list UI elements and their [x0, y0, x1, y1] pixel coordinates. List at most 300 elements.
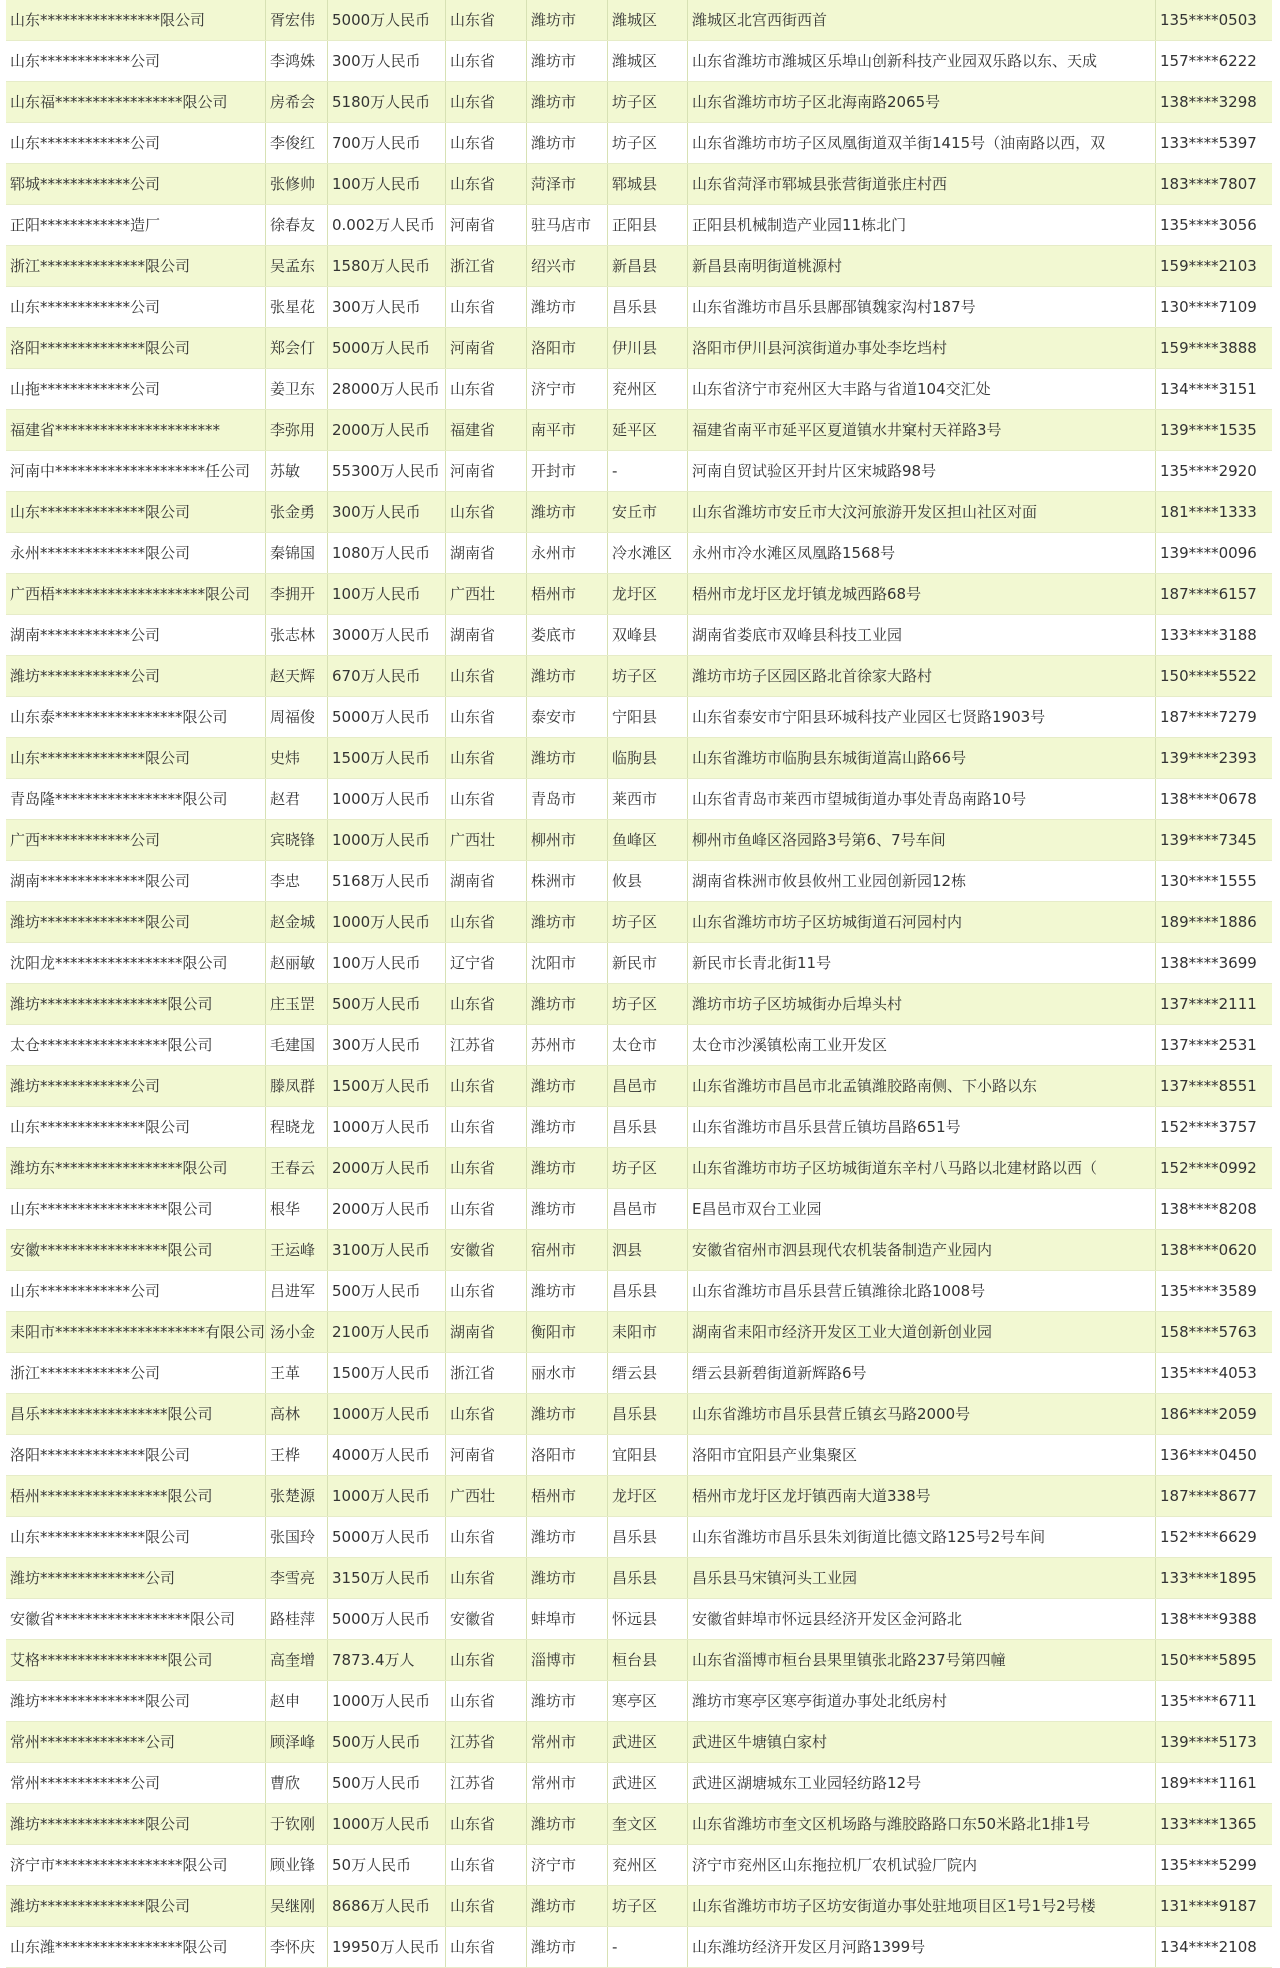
registered-capital-cell: 300万人民币 [328, 287, 446, 327]
legal-person-cell: 吴孟东 [266, 246, 328, 286]
city-cell: 南平市 [527, 410, 608, 450]
registered-capital-cell: 5000万人民币 [328, 1517, 446, 1557]
table-row[interactable] [6, 246, 1272, 287]
company-name-cell: 沈阳龙*****************限公司 [6, 943, 266, 983]
company-name-cell: 潍坊************公司 [6, 1066, 266, 1106]
province-cell: 山东省 [446, 1148, 527, 1188]
table-row[interactable] [6, 1845, 1272, 1886]
district-cell: 奎文区 [608, 1804, 688, 1844]
phone-cell: 137****8551 [1160, 1077, 1257, 1095]
address-cell: 山东省潍坊市坊子区坊安街道办事处驻地项目区1号1号2号楼 [688, 1886, 1156, 1926]
table-row[interactable] [6, 1681, 1272, 1722]
registered-capital-cell: 55300万人民币 [328, 451, 446, 491]
registered-capital-cell: 5000万人民币 [328, 0, 446, 40]
table-row[interactable] [6, 1025, 1272, 1066]
table-row[interactable] [6, 1599, 1272, 1640]
district-cell: 莱西市 [608, 779, 688, 819]
address-cell: 永州市冷水滩区凤凰路1568号 [688, 533, 1156, 573]
table-row[interactable] [6, 943, 1272, 984]
registered-capital-cell: 5180万人民币 [328, 82, 446, 122]
company-name-cell: 潍坊**************限公司 [6, 902, 266, 942]
district-cell: 昌乐县 [608, 1517, 688, 1557]
company-name-cell: 山东泰*****************限公司 [6, 697, 266, 737]
phone-cell: 133****1895 [1160, 1569, 1257, 1587]
address-cell: 正阳县机械制造产业园11栋北门 [688, 205, 1156, 245]
district-cell: 坊子区 [608, 1886, 688, 1926]
district-cell: 伊川县 [608, 328, 688, 368]
table-row[interactable] [6, 1927, 1272, 1968]
legal-person-cell: 高林 [266, 1394, 328, 1434]
city-cell: 潍坊市 [527, 1148, 608, 1188]
phone-cell: 187****6157 [1160, 585, 1257, 603]
address-cell: 洛阳市宜阳县产业集聚区 [688, 1435, 1156, 1475]
legal-person-cell: 路桂萍 [266, 1599, 328, 1639]
legal-person-cell: 滕凤群 [266, 1066, 328, 1106]
city-cell: 淄博市 [527, 1640, 608, 1680]
city-cell: 潍坊市 [527, 1517, 608, 1557]
table-row[interactable] [6, 533, 1272, 574]
table-row[interactable] [6, 41, 1272, 82]
registered-capital-cell: 1000万人民币 [328, 1476, 446, 1516]
district-cell: 龙圩区 [608, 574, 688, 614]
registered-capital-cell: 100万人民币 [328, 164, 446, 204]
table-row[interactable] [6, 779, 1272, 820]
phone-cell: 130****1555 [1160, 872, 1257, 890]
company-name-cell: 安徽*****************限公司 [6, 1230, 266, 1270]
address-cell: 新昌县南明街道桃源村 [688, 246, 1156, 286]
province-cell: 山东省 [446, 123, 527, 163]
company-name-cell: 山东潍*****************限公司 [6, 1927, 266, 1967]
registered-capital-cell: 2000万人民币 [328, 410, 446, 450]
city-cell: 潍坊市 [527, 82, 608, 122]
table-row[interactable] [6, 1394, 1272, 1435]
registered-capital-cell: 1000万人民币 [328, 1681, 446, 1721]
company-table [6, 0, 1272, 1968]
table-row[interactable] [6, 1476, 1272, 1517]
province-cell: 辽宁省 [446, 943, 527, 983]
table-row[interactable] [6, 451, 1272, 492]
table-row[interactable] [6, 1353, 1272, 1394]
phone-cell: 136****0450 [1160, 1446, 1257, 1464]
address-cell: 武进区湖塘城东工业园轻纺路12号 [688, 1763, 1156, 1803]
city-cell: 柳州市 [527, 820, 608, 860]
registered-capital-cell: 3000万人民币 [328, 615, 446, 655]
address-cell: 昌乐县马宋镇河头工业园 [688, 1558, 1156, 1598]
address-cell: 山东省潍坊市临朐县东城街道嵩山路66号 [688, 738, 1156, 778]
address-cell: 山东省潍坊市昌乐县营丘镇玄马路2000号 [688, 1394, 1156, 1434]
district-cell: 寒亭区 [608, 1681, 688, 1721]
legal-person-cell: 王春云 [266, 1148, 328, 1188]
company-name-cell: 山东************公司 [6, 1271, 266, 1311]
city-cell: 潍坊市 [527, 738, 608, 778]
table-row[interactable] [6, 1558, 1272, 1599]
legal-person-cell: 张修帅 [266, 164, 328, 204]
province-cell: 山东省 [446, 1640, 527, 1680]
table-row[interactable] [6, 1312, 1272, 1353]
province-cell: 山东省 [446, 1517, 527, 1557]
city-cell: 洛阳市 [527, 1435, 608, 1475]
province-cell: 湖南省 [446, 861, 527, 901]
district-cell: 新民市 [608, 943, 688, 983]
address-cell: 太仓市沙溪镇松南工业开发区 [688, 1025, 1156, 1065]
district-cell: 宁阳县 [608, 697, 688, 737]
address-cell: 梧州市龙圩区龙圩镇龙城西路68号 [688, 574, 1156, 614]
province-cell: 山东省 [446, 1189, 527, 1229]
address-cell: 潍城区北宫西街西首 [688, 0, 1156, 40]
registered-capital-cell: 1000万人民币 [328, 779, 446, 819]
province-cell: 湖南省 [446, 533, 527, 573]
province-cell: 山东省 [446, 779, 527, 819]
phone-cell: 139****2393 [1160, 749, 1257, 767]
province-cell: 山东省 [446, 1845, 527, 1885]
city-cell: 娄底市 [527, 615, 608, 655]
address-cell: 山东省潍坊市昌乐县鄌郚镇魏家沟村187号 [688, 287, 1156, 327]
table-row[interactable] [6, 1804, 1272, 1845]
address-cell: 潍坊市寒亭区寒亭街道办事处北纸房村 [688, 1681, 1156, 1721]
table-row[interactable] [6, 861, 1272, 902]
phone-cell: 139****0096 [1160, 544, 1257, 562]
phone-cell: 186****2059 [1160, 1405, 1257, 1423]
province-cell: 山东省 [446, 738, 527, 778]
company-name-cell: 广西************公司 [6, 820, 266, 860]
legal-person-cell: 李鸿姝 [266, 41, 328, 81]
legal-person-cell: 程晓龙 [266, 1107, 328, 1147]
district-cell: 坊子区 [608, 123, 688, 163]
province-cell: 福建省 [446, 410, 527, 450]
province-cell: 广西壮 [446, 1476, 527, 1516]
company-name-cell: 潍坊**************限公司 [6, 1681, 266, 1721]
registered-capital-cell: 3150万人民币 [328, 1558, 446, 1598]
city-cell: 济宁市 [527, 369, 608, 409]
table-row[interactable] [6, 1230, 1272, 1271]
table-row[interactable] [6, 1517, 1272, 1558]
district-cell: - [608, 1927, 688, 1967]
registered-capital-cell: 300万人民币 [328, 492, 446, 532]
province-cell: 江苏省 [446, 1763, 527, 1803]
company-name-cell: 山拖************公司 [6, 369, 266, 409]
phone-cell: 138****8208 [1160, 1200, 1257, 1218]
table-row[interactable] [6, 1640, 1272, 1681]
legal-person-cell: 王桦 [266, 1435, 328, 1475]
table-row[interactable] [6, 738, 1272, 779]
registered-capital-cell: 8686万人民币 [328, 1886, 446, 1926]
city-cell: 潍坊市 [527, 1107, 608, 1147]
district-cell: 延平区 [608, 410, 688, 450]
table-row[interactable] [6, 410, 1272, 451]
district-cell: 耒阳市 [608, 1312, 688, 1352]
legal-person-cell: 史炜 [266, 738, 328, 778]
province-cell: 山东省 [446, 0, 527, 40]
table-row[interactable] [6, 820, 1272, 861]
legal-person-cell: 高奎增 [266, 1640, 328, 1680]
table-row[interactable] [6, 1107, 1272, 1148]
table-row[interactable] [6, 369, 1272, 410]
company-name-cell: 潍坊*****************限公司 [6, 984, 266, 1024]
province-cell: 山东省 [446, 1558, 527, 1598]
company-name-cell: 山东************公司 [6, 123, 266, 163]
table-row[interactable] [6, 205, 1272, 246]
registered-capital-cell: 1500万人民币 [328, 738, 446, 778]
city-cell: 潍坊市 [527, 0, 608, 40]
province-cell: 山东省 [446, 287, 527, 327]
registered-capital-cell: 670万人民币 [328, 656, 446, 696]
district-cell: 泗县 [608, 1230, 688, 1270]
city-cell: 潍坊市 [527, 492, 608, 532]
company-name-cell: 山东**************限公司 [6, 492, 266, 532]
company-name-cell: 山东**************限公司 [6, 1107, 266, 1147]
company-name-cell: 潍坊************公司 [6, 656, 266, 696]
province-cell: 山东省 [446, 902, 527, 942]
phone-cell: 183****7807 [1160, 175, 1257, 193]
legal-person-cell: 赵申 [266, 1681, 328, 1721]
phone-cell: 187****7279 [1160, 708, 1257, 726]
company-name-cell: 广西梧********************限公司 [6, 574, 266, 614]
phone-cell: 159****2103 [1160, 257, 1257, 275]
address-cell: 山东省潍坊市昌乐县营丘镇坊昌路651号 [688, 1107, 1156, 1147]
legal-person-cell: 吴继刚 [266, 1886, 328, 1926]
table-row[interactable] [6, 1886, 1272, 1927]
company-name-cell: 潍坊**************公司 [6, 1558, 266, 1598]
registered-capital-cell: 1000万人民币 [328, 1394, 446, 1434]
registered-capital-cell: 1000万人民币 [328, 820, 446, 860]
company-name-cell: 永州**************限公司 [6, 533, 266, 573]
address-cell: 安徽省宿州市泗县现代农机装备制造产业园内 [688, 1230, 1156, 1270]
table-row[interactable] [6, 697, 1272, 738]
company-name-cell: 潍坊**************限公司 [6, 1804, 266, 1844]
address-cell: 柳州市鱼峰区洛园路3号第6、7号车间 [688, 820, 1156, 860]
table-row[interactable] [6, 984, 1272, 1025]
company-name-cell: 洛阳**************限公司 [6, 1435, 266, 1475]
legal-person-cell: 根华 [266, 1189, 328, 1229]
table-row[interactable] [6, 656, 1272, 697]
city-cell: 潍坊市 [527, 1886, 608, 1926]
district-cell: 昌乐县 [608, 287, 688, 327]
city-cell: 常州市 [527, 1763, 608, 1803]
company-name-cell: 郓城************公司 [6, 164, 266, 204]
legal-person-cell: 于钦刚 [266, 1804, 328, 1844]
city-cell: 潍坊市 [527, 287, 608, 327]
table-row[interactable] [6, 492, 1272, 533]
city-cell: 泰安市 [527, 697, 608, 737]
registered-capital-cell: 1500万人民币 [328, 1353, 446, 1393]
phone-cell: 133****1365 [1160, 1815, 1257, 1833]
phone-cell: 134****2108 [1160, 1938, 1257, 1956]
address-cell: 福建省南平市延平区夏道镇水井窠村天祥路3号 [688, 410, 1156, 450]
city-cell: 潍坊市 [527, 984, 608, 1024]
company-name-cell: 耒阳市********************有限公司 [6, 1312, 266, 1352]
province-cell: 湖南省 [446, 1312, 527, 1352]
city-cell: 潍坊市 [527, 1558, 608, 1598]
province-cell: 安徽省 [446, 1230, 527, 1270]
company-name-cell: 山东************公司 [6, 287, 266, 327]
district-cell: 龙圩区 [608, 1476, 688, 1516]
district-cell: 昌乐县 [608, 1394, 688, 1434]
phone-cell: 135****2920 [1160, 462, 1257, 480]
company-name-cell: 常州**************公司 [6, 1722, 266, 1762]
company-name-cell: 浙江************公司 [6, 1353, 266, 1393]
legal-person-cell: 郑会仃 [266, 328, 328, 368]
legal-person-cell: 赵天辉 [266, 656, 328, 696]
company-name-cell: 太仓*****************限公司 [6, 1025, 266, 1065]
district-cell: 冷水滩区 [608, 533, 688, 573]
legal-person-cell: 毛建国 [266, 1025, 328, 1065]
district-cell: 兖州区 [608, 1845, 688, 1885]
table-row[interactable] [6, 1189, 1272, 1230]
district-cell: 鱼峰区 [608, 820, 688, 860]
table-row[interactable] [6, 123, 1272, 164]
phone-cell: 187****8677 [1160, 1487, 1257, 1505]
district-cell: 兖州区 [608, 369, 688, 409]
address-cell: 济宁市兖州区山东拖拉机厂农机试验厂院内 [688, 1845, 1156, 1885]
registered-capital-cell: 2000万人民币 [328, 1189, 446, 1229]
company-name-cell: 浙江**************限公司 [6, 246, 266, 286]
company-name-cell: 洛阳**************限公司 [6, 328, 266, 368]
phone-cell: 157****6222 [1160, 52, 1257, 70]
table-row[interactable] [6, 1148, 1272, 1189]
phone-cell: 189****1161 [1160, 1774, 1257, 1792]
district-cell: 坊子区 [608, 1148, 688, 1188]
company-name-cell: 潍坊**************限公司 [6, 1886, 266, 1926]
company-name-cell: 艾格*****************限公司 [6, 1640, 266, 1680]
city-cell: 梧州市 [527, 1476, 608, 1516]
legal-person-cell: 张志林 [266, 615, 328, 655]
province-cell: 河南省 [446, 451, 527, 491]
company-name-cell: 济宁市*****************限公司 [6, 1845, 266, 1885]
address-cell: 河南自贸试验区开封片区宋城路98号 [688, 451, 1156, 491]
registered-capital-cell: 7873.4万人 [328, 1640, 446, 1680]
address-cell: 山东省潍坊市昌乐县朱刘街道比德文路125号2号车间 [688, 1517, 1156, 1557]
legal-person-cell: 宾晓锋 [266, 820, 328, 860]
address-cell: 潍坊市坊子区园区路北首徐家大路村 [688, 656, 1156, 696]
city-cell: 青岛市 [527, 779, 608, 819]
legal-person-cell: 赵君 [266, 779, 328, 819]
province-cell: 浙江省 [446, 1353, 527, 1393]
registered-capital-cell: 5000万人民币 [328, 1599, 446, 1639]
table-row[interactable] [6, 1271, 1272, 1312]
address-cell: 山东省潍坊市坊子区凤凰街道双羊街1415号（油南路以西，双 [688, 123, 1156, 163]
province-cell: 山东省 [446, 492, 527, 532]
province-cell: 山东省 [446, 1886, 527, 1926]
phone-cell: 138****3699 [1160, 954, 1257, 972]
table-row[interactable] [6, 1066, 1272, 1107]
registered-capital-cell: 700万人民币 [328, 123, 446, 163]
district-cell: 新昌县 [608, 246, 688, 286]
company-name-cell: 山东************公司 [6, 41, 266, 81]
address-cell: 新民市长青北街11号 [688, 943, 1156, 983]
province-cell: 山东省 [446, 82, 527, 122]
province-cell: 安徽省 [446, 1599, 527, 1639]
registered-capital-cell: 1580万人民币 [328, 246, 446, 286]
legal-person-cell: 赵丽敏 [266, 943, 328, 983]
legal-person-cell: 李俊红 [266, 123, 328, 163]
table-row[interactable] [6, 574, 1272, 615]
phone-cell: 158****5763 [1160, 1323, 1257, 1341]
phone-cell: 135****4053 [1160, 1364, 1257, 1382]
address-cell: 安徽省蚌埠市怀远县经济开发区金河路北 [688, 1599, 1156, 1639]
legal-person-cell: 张星花 [266, 287, 328, 327]
city-cell: 梧州市 [527, 574, 608, 614]
address-cell: 山东省潍坊市昌乐县营丘镇潍徐北路1008号 [688, 1271, 1156, 1311]
province-cell: 湖南省 [446, 615, 527, 655]
district-cell: 临朐县 [608, 738, 688, 778]
registered-capital-cell: 100万人民币 [328, 943, 446, 983]
table-row[interactable] [6, 164, 1272, 205]
district-cell: 怀远县 [608, 1599, 688, 1639]
city-cell: 潍坊市 [527, 1189, 608, 1229]
table-row[interactable] [6, 1435, 1272, 1476]
company-name-cell: 山东*****************限公司 [6, 1189, 266, 1229]
address-cell: 山东省潍坊市奎文区机场路与潍胶路路口东50米路北1排1号 [688, 1804, 1156, 1844]
province-cell: 山东省 [446, 1107, 527, 1147]
city-cell: 沈阳市 [527, 943, 608, 983]
table-row[interactable] [6, 902, 1272, 943]
phone-cell: 139****5173 [1160, 1733, 1257, 1751]
district-cell: 坊子区 [608, 656, 688, 696]
city-cell: 潍坊市 [527, 1681, 608, 1721]
province-cell: 广西壮 [446, 574, 527, 614]
province-cell: 山东省 [446, 1271, 527, 1311]
province-cell: 山东省 [446, 1066, 527, 1106]
district-cell: 武进区 [608, 1722, 688, 1762]
phone-cell: 135****6711 [1160, 1692, 1257, 1710]
phone-cell: 159****3888 [1160, 339, 1257, 357]
legal-person-cell: 李雪亮 [266, 1558, 328, 1598]
district-cell: 坊子区 [608, 82, 688, 122]
table-row[interactable] [6, 1763, 1272, 1804]
phone-cell: 135****3056 [1160, 216, 1257, 234]
province-cell: 山东省 [446, 369, 527, 409]
phone-cell: 139****7345 [1160, 831, 1257, 849]
registered-capital-cell: 5168万人民币 [328, 861, 446, 901]
address-cell: 洛阳市伊川县河滨街道办事处李圪垱村 [688, 328, 1156, 368]
city-cell: 宿州市 [527, 1230, 608, 1270]
province-cell: 江苏省 [446, 1722, 527, 1762]
table-row[interactable] [6, 1722, 1272, 1763]
table-row[interactable] [6, 0, 1272, 41]
address-cell: 潍坊市坊子区坊城街办后埠头村 [688, 984, 1156, 1024]
phone-cell: 131****9187 [1160, 1897, 1257, 1915]
table-row[interactable] [6, 82, 1272, 123]
phone-cell: 135****0503 [1160, 11, 1257, 29]
company-name-cell: 山东****************限公司 [6, 0, 266, 40]
table-row[interactable] [6, 328, 1272, 369]
table-row[interactable] [6, 615, 1272, 656]
province-cell: 山东省 [446, 1394, 527, 1434]
legal-person-cell: 赵金城 [266, 902, 328, 942]
company-name-cell: 安徽省******************限公司 [6, 1599, 266, 1639]
legal-person-cell: 姜卫东 [266, 369, 328, 409]
phone-cell: 152****3757 [1160, 1118, 1257, 1136]
phone-cell: 139****1535 [1160, 421, 1257, 439]
address-cell: 武进区牛塘镇白家村 [688, 1722, 1156, 1762]
registered-capital-cell: 19950万人民币 [328, 1927, 446, 1967]
phone-cell: 152****6629 [1160, 1528, 1257, 1546]
city-cell: 苏州市 [527, 1025, 608, 1065]
district-cell: 坊子区 [608, 902, 688, 942]
city-cell: 潍坊市 [527, 656, 608, 696]
district-cell: 昌邑市 [608, 1066, 688, 1106]
registered-capital-cell: 300万人民币 [328, 1025, 446, 1065]
district-cell: 潍城区 [608, 0, 688, 40]
phone-cell: 138****0678 [1160, 790, 1257, 808]
legal-person-cell: 周福俊 [266, 697, 328, 737]
district-cell: 昌乐县 [608, 1271, 688, 1311]
city-cell: 潍坊市 [527, 1394, 608, 1434]
district-cell: 坊子区 [608, 984, 688, 1024]
registered-capital-cell: 100万人民币 [328, 574, 446, 614]
company-name-cell: 潍坊东*****************限公司 [6, 1148, 266, 1188]
table-row[interactable] [6, 287, 1272, 328]
